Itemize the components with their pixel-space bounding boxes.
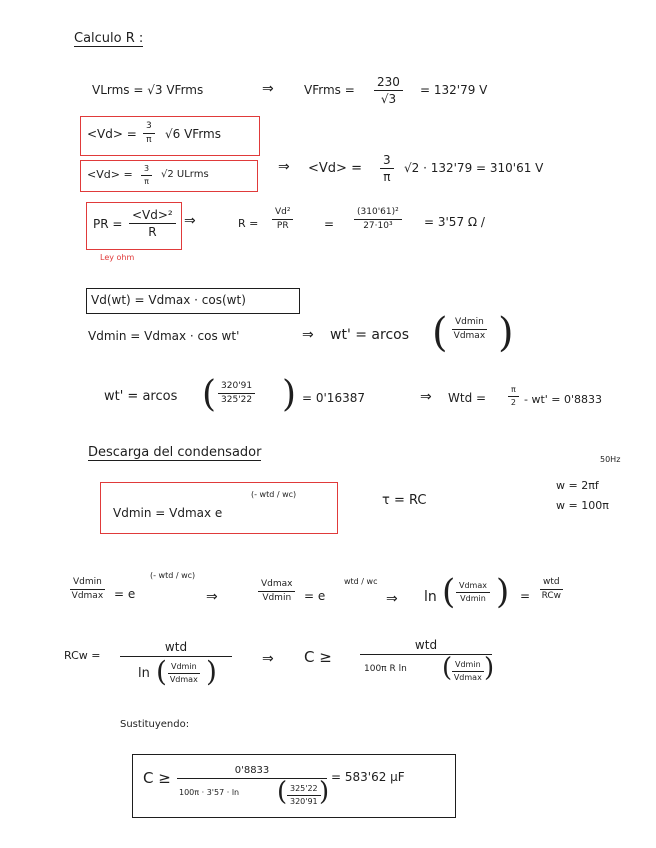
fraction-numerator: 3 [143,122,155,134]
implies-arrow: ⇒ [206,589,218,605]
implies-arrow: ⇒ [184,213,196,229]
vdmin-over-vdmax [70,578,105,601]
fraction-numerator: wtd [360,638,492,655]
fraction-numerator: 3 [141,165,152,176]
omega-100pi: w = 100π [556,499,609,512]
sqrt6-vfrms: √6 VFrms [165,127,221,141]
final-fraction [177,765,330,809]
vdmin-over-vdmax [452,318,487,341]
fraction-numerator: Vdmin [452,661,484,672]
ley-ohm-note: Ley ohm [100,253,135,262]
vd-label: <Vd> = [87,127,137,141]
fraction-numerator: 0'8833 [177,765,327,779]
page-title: Calculo R : [74,31,144,46]
fraction-denominator: √3 [380,92,397,106]
fraction-denominator: π [383,170,391,184]
exponent: (- wtd / wc) [251,490,297,499]
c-denominator-text: 100π R ln [364,664,407,674]
pi-over-2 [508,386,519,407]
c-geq: C ≥ [304,648,332,666]
fraction-numerator: 320'91 [218,382,255,394]
vdmin-exp-formula: Vdmin = Vdmax e [113,506,223,520]
fraction-numerator: 3 [380,154,394,169]
sqrt2-ulrms: √2 ULrms [161,169,209,180]
implies-arrow: ⇒ [386,591,398,607]
implies-arrow: ⇒ [420,389,432,405]
right-paren: ) [282,374,297,415]
wt-arcos: wt' = arcos [104,389,178,404]
fraction-denominator: Vdmax [453,673,482,682]
right-paren: ) [484,653,495,683]
left-paren: ( [432,310,448,356]
implies-arrow: ⇒ [302,327,314,343]
pr-label: PR = [93,217,123,231]
fraction-denominator: PR [276,221,289,231]
final-denominator-text: 100π · 3'57 · ln [179,788,240,797]
ln-label: ln [138,666,150,681]
ln-label: ln [424,589,437,605]
numeric-fraction [287,785,321,806]
vlrms-equation: VLrms = √3 VFrms [92,83,204,97]
right-paren: ) [498,310,514,356]
vdmax-over-vdmin [456,582,490,603]
vd2-over-pr [272,208,293,231]
equals-e: = e [114,587,136,601]
equals-sign: = [520,589,531,603]
vd-label: <Vd> = [308,161,362,176]
vd-wt-formula: Vd(wt) = Vdmax · cos(wt) [91,293,246,307]
exponent: (- wtd / wc) [150,571,196,580]
r-result: = 3'57 Ω / [424,215,485,229]
fraction-numerator: Vdmax [456,582,490,593]
exponent: wtd / wc [344,577,378,586]
wtd-result: - wt' = 0'8833 [524,393,603,406]
fraction-denominator: Vdmin [262,593,292,603]
fraction-denominator: RCw [541,591,562,601]
fraction-denominator: Vdmax [169,675,198,684]
wtd-label: Wtd = [448,391,487,405]
fraction-denominator: 320'91 [290,797,318,806]
fraction-denominator [177,777,330,809]
left-paren: ( [156,655,167,688]
fraction-denominator: 2 [510,398,516,407]
left-paren: ( [442,572,456,612]
fraction-numerator: <Vd>² [129,209,176,224]
right-paren: ) [319,777,330,807]
implies-arrow: ⇒ [278,159,290,175]
implies-arrow: ⇒ [262,651,274,667]
fraction-numerator: π [508,386,519,397]
fraction-denominator: Vdmax [71,591,104,601]
rcw-label: RCw = [64,649,101,662]
fraction-numerator: 230 [374,76,403,91]
three-over-pi [380,154,394,183]
fraction-denominator: Vdmax [453,331,486,341]
fraction-denominator: π [144,177,149,186]
vdmin-over-vdmax [168,663,200,684]
fraction-denominator: 27·10³ [363,221,393,231]
numeric-fraction [354,208,402,231]
three-over-pi [141,165,152,186]
sustituyendo-label: Sustituyendo: [120,719,190,730]
vfrms-result: = 132'79 V [420,83,488,97]
three-over-pi [143,122,155,145]
omega-2pif: w = 2πf [556,479,599,492]
fraction-numerator: Vdmin [452,318,487,330]
formula-box-power [86,202,182,250]
r-label: R = [238,217,259,230]
c-fraction [360,638,495,685]
fraction-denominator: π [146,135,152,145]
vdmax-over-vdmin [258,580,295,603]
vd-squared-over-r [129,209,176,238]
vd-wt-box [86,288,300,314]
fraction-denominator [360,653,495,685]
wtd-over-rcw [540,578,563,601]
vfrms-fraction [374,76,403,105]
capacitance-result: = 583'62 μF [331,770,405,784]
vdmin-over-vdmax [452,661,484,682]
c-geq: C ≥ [143,769,171,787]
equals-e: = e [304,589,326,603]
rcw-fraction [120,640,232,687]
fraction-numerator: wtd [120,640,232,657]
fraction-numerator: Vdmin [168,663,200,674]
wt-result: = 0'16387 [302,391,365,405]
fraction-numerator: Vdmin [70,578,105,590]
equals-sign: = [324,217,335,231]
left-paren: ( [202,374,217,415]
tau-rc: τ = RC [382,493,427,508]
fraction-numerator: Vd² [272,208,293,220]
vd-result: √2 · 132'79 = 310'61 V [404,161,544,175]
fraction-numerator: wtd [540,578,563,590]
right-paren: ) [496,572,510,612]
fraction-numerator: 325'22 [287,785,321,796]
final-result-box [132,754,456,818]
fraction-denominator: Vdmin [460,594,486,603]
left-paren: ( [277,777,288,807]
vfrms-label: VFrms = [304,83,355,97]
formula-box-vd-frms [80,116,260,156]
frequency-note: 50Hz [600,455,621,464]
discharge-title: Descarga del condensador [88,445,262,460]
vd-label: <Vd> = [87,168,133,181]
implies-arrow: ⇒ [262,81,274,97]
right-paren: ) [206,655,217,688]
discharge-formula-box [100,482,338,534]
fraction-numerator: Vdmax [258,580,295,592]
left-paren: ( [442,653,453,683]
fraction-numerator: (310'61)² [354,208,402,220]
fraction-denominator [120,657,232,687]
formula-box-vd-ulrms [80,160,258,192]
fraction-denominator: R [148,225,157,239]
vdmin-cos-formula: Vdmin = Vdmax · cos wt' [88,329,240,343]
numeric-fraction [218,382,255,405]
fraction-denominator: 325'22 [221,395,253,405]
wt-arcos: wt' = arcos [330,327,410,343]
